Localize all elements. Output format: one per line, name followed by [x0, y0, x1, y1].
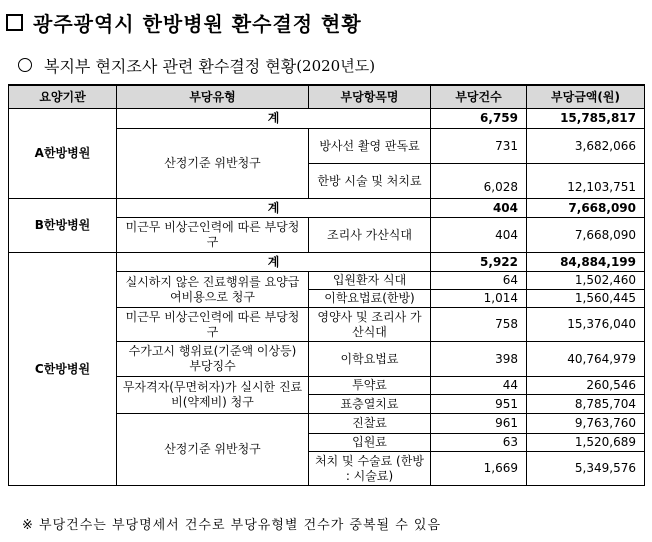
hospital-c-type: 산정기준 위반청구	[117, 414, 309, 486]
hospital-c-count: 1,014	[431, 290, 527, 308]
hospital-a-total-count: 6,759	[431, 109, 527, 129]
hospital-c-amount: 40,764,979	[527, 342, 645, 377]
hospital-c-amount: 15,376,040	[527, 308, 645, 342]
hospital-c-count: 398	[431, 342, 527, 377]
table-row	[9, 109, 645, 129]
hospital-a-amount: 3,682,066	[527, 129, 645, 164]
hospital-c-count: 63	[431, 434, 527, 452]
hospital-a-item: 방사선 촬영 판독료	[309, 129, 431, 164]
header-amount: 부당금액(원)	[527, 85, 645, 109]
total-label: 계	[117, 253, 431, 272]
table-row	[9, 199, 645, 218]
header-institution: 요양기관	[9, 85, 117, 109]
hospital-b-item: 조리사 가산식대	[309, 218, 431, 253]
hospital-c-amount: 1,502,460	[527, 272, 645, 290]
hospital-c-type: 수가고시 행위료(기준액 이상등) 부당징수	[117, 342, 309, 377]
recovery-table	[8, 84, 645, 486]
hospital-b-count: 404	[431, 218, 527, 253]
hospital-b-type: 미근무 비상근인력에 따른 부당청구	[117, 218, 309, 253]
page-title	[6, 6, 362, 38]
header-type: 부당유형	[117, 85, 309, 109]
hospital-a-count: 6,028	[431, 164, 527, 199]
section-subtitle	[18, 52, 375, 78]
circle-bullet-icon	[18, 58, 32, 72]
hospital-a-amount: 12,103,751	[527, 164, 645, 199]
hospital-b-name: B한방병원	[9, 199, 117, 253]
hospital-c-item: 진찰료	[309, 414, 431, 434]
hospital-c-type: 무자격자(무면허자)가 실시한 진료비(약제비) 청구	[117, 377, 309, 414]
hospital-c-name: C한방병원	[9, 253, 117, 486]
hospital-c-count: 44	[431, 377, 527, 395]
hospital-c-item: 처치 및 수술료 (한방 : 시술료)	[309, 452, 431, 486]
hospital-c-total-count: 5,922	[431, 253, 527, 272]
hospital-a-item: 한방 시술 및 처치료	[309, 164, 431, 199]
hospital-b-total-amount: 7,668,090	[527, 199, 645, 218]
total-label: 계	[117, 109, 431, 129]
hospital-c-amount: 1,560,445	[527, 290, 645, 308]
hospital-a-name: A한방병원	[9, 109, 117, 199]
hospital-c-amount: 260,546	[527, 377, 645, 395]
subtitle-text: 복지부 현지조사 관련 환수결정 현황	[44, 56, 297, 76]
hospital-c-count: 64	[431, 272, 527, 290]
hospital-c-item: 이학요법료(한방)	[309, 290, 431, 308]
hospital-c-item: 표층열치료	[309, 395, 431, 414]
header-item: 부당항목명	[309, 85, 431, 109]
hospital-c-amount: 8,785,704	[527, 395, 645, 414]
hospital-c-amount: 5,349,576	[527, 452, 645, 486]
subtitle-year: (2020년도)	[296, 56, 376, 75]
page-title-text: 광주광역시 한방병원 환수결정 현황	[33, 11, 362, 36]
hospital-c-total-amount: 84,884,199	[527, 253, 645, 272]
table-row	[9, 253, 645, 272]
hospital-c-item: 입원환자 식대	[309, 272, 431, 290]
hospital-c-item: 이학요법료	[309, 342, 431, 377]
hospital-c-type: 실시하지 않은 진료행위를 요양급여비용으로 청구	[117, 272, 309, 308]
hospital-a-count: 731	[431, 129, 527, 164]
total-label: 계	[117, 199, 431, 218]
hospital-c-count: 758	[431, 308, 527, 342]
hospital-c-count: 951	[431, 395, 527, 414]
hospital-c-amount: 9,763,760	[527, 414, 645, 434]
footnote: ※ 부당건수는 부당명세서 건수로 부당유형별 건수가 중복될 수 있음	[22, 517, 442, 533]
hospital-c-item: 영양사 및 조리사 가산식대	[309, 308, 431, 342]
hospital-b-total-count: 404	[431, 199, 527, 218]
hospital-c-count: 961	[431, 414, 527, 434]
hospital-a-total-amount: 15,785,817	[527, 109, 645, 129]
header-count: 부당건수	[431, 85, 527, 109]
checkbox-square-icon	[6, 14, 23, 31]
hospital-c-type: 미근무 비상근인력에 따른 부당청구	[117, 308, 309, 342]
hospital-b-amount: 7,668,090	[527, 218, 645, 253]
hospital-a-type: 산정기준 위반청구	[117, 129, 309, 199]
hospital-c-count: 1,669	[431, 452, 527, 486]
table-header-row	[9, 85, 645, 109]
hospital-c-item: 입원료	[309, 434, 431, 452]
hospital-c-amount: 1,520,689	[527, 434, 645, 452]
hospital-c-item: 투약료	[309, 377, 431, 395]
